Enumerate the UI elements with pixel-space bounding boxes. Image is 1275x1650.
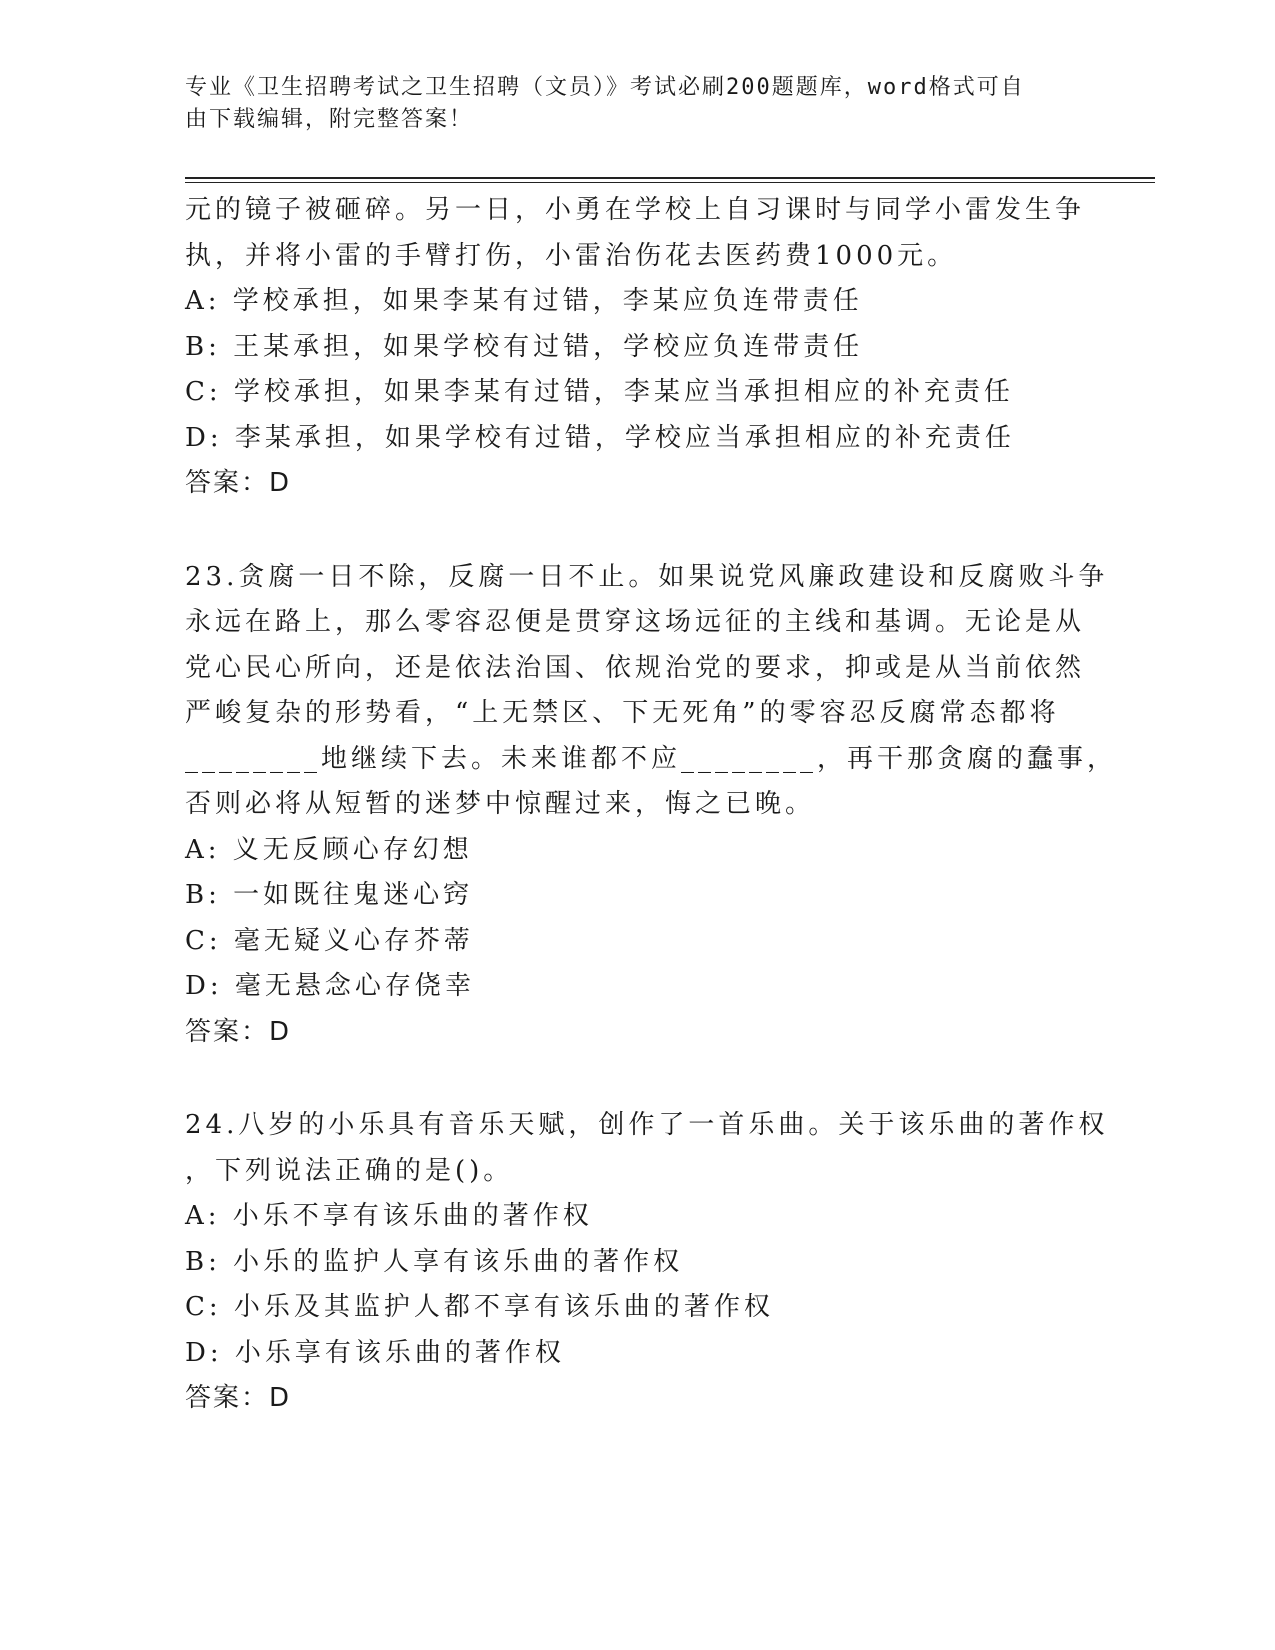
question-23: [185, 555, 1118, 1056]
option-d: D: 小乐享有该乐曲的著作权: [185, 1337, 565, 1368]
document-header: [185, 72, 1065, 136]
option-d: D: 毫无悬念心存侥幸: [185, 971, 475, 1001]
option-b: B: 王某承担，如果学校有过错，学校应负连带责任: [185, 331, 864, 362]
option-a: A: 学校承担，如果李某有过错，李某应负连带责任: [185, 286, 863, 316]
answer-line: 答案：D: [185, 468, 292, 498]
question-text-line: 严峻复杂的形势看，“上无禁区、下无死角”的零容忍反腐常态都将: [185, 698, 1060, 728]
question-text-line: 24.八岁的小乐具有音乐天赋，创作了一首乐曲。关于该乐曲的著作权: [185, 1110, 1109, 1140]
question-text-line: 元的镜子被砸碎。另一日，小勇在学校上自习课时与同学小雷发生争: [185, 195, 1086, 225]
question-text-line: ，下列说法正确的是()。: [185, 1155, 514, 1186]
question-text-line: ________地继续下去。未来谁都不应________，再干那贪腐的蠢事，: [185, 743, 1118, 774]
question-text-line: 否则必将从短暂的迷梦中惊醒过来，悔之已晚。: [185, 789, 816, 819]
question-text-line: 执，并将小雷的手臂打伤，小雷治伤花去医药费1000元。: [185, 240, 958, 271]
option-a: A: 小乐不享有该乐曲的著作权: [185, 1201, 593, 1231]
option-c: C: 小乐及其监护人都不享有该乐曲的著作权: [185, 1292, 774, 1322]
header-line-2: 由下载编辑，附完整答案！: [185, 107, 474, 132]
option-c: C: 毫无疑义心存芥蒂: [185, 925, 474, 956]
option-a: A: 义无反顾心存幻想: [185, 834, 473, 865]
header-rule-thick: [185, 177, 1155, 179]
spacer: [185, 1055, 1085, 1103]
header-line-1: 专业《卫生招聘考试之卫生招聘（文员）》考试必刷200题题库，word格式可自: [185, 75, 1025, 100]
question-24: [185, 1103, 1109, 1422]
option-b: B: 一如既往鬼迷心窍: [185, 880, 474, 910]
question-text-line: 23.贪腐一日不除，反腐一日不止。如果说党风廉政建设和反腐败斗争: [185, 561, 1109, 592]
question-text-line: 永远在路上，那么零容忍便是贯穿这场远征的主线和基调。无论是从: [185, 607, 1086, 637]
document-body: [185, 188, 1118, 1422]
option-d: D: 李某承担，如果学校有过错，学校应当承担相应的补充责任: [185, 422, 1015, 453]
header-rule-thin: [185, 182, 1155, 183]
question-text-line: 党心民心所向，还是依法治国、依规治党的要求，抑或是从当前依然: [185, 652, 1086, 683]
option-b: B: 小乐的监护人享有该乐曲的著作权: [185, 1246, 684, 1277]
answer-line: 答案：D: [185, 1016, 292, 1047]
option-c: C: 学校承担，如果李某有过错，李某应当承担相应的补充责任: [185, 377, 1014, 407]
answer-line: 答案：D: [185, 1383, 292, 1413]
spacer: [185, 507, 1085, 555]
question-22-continued: [185, 188, 1085, 507]
